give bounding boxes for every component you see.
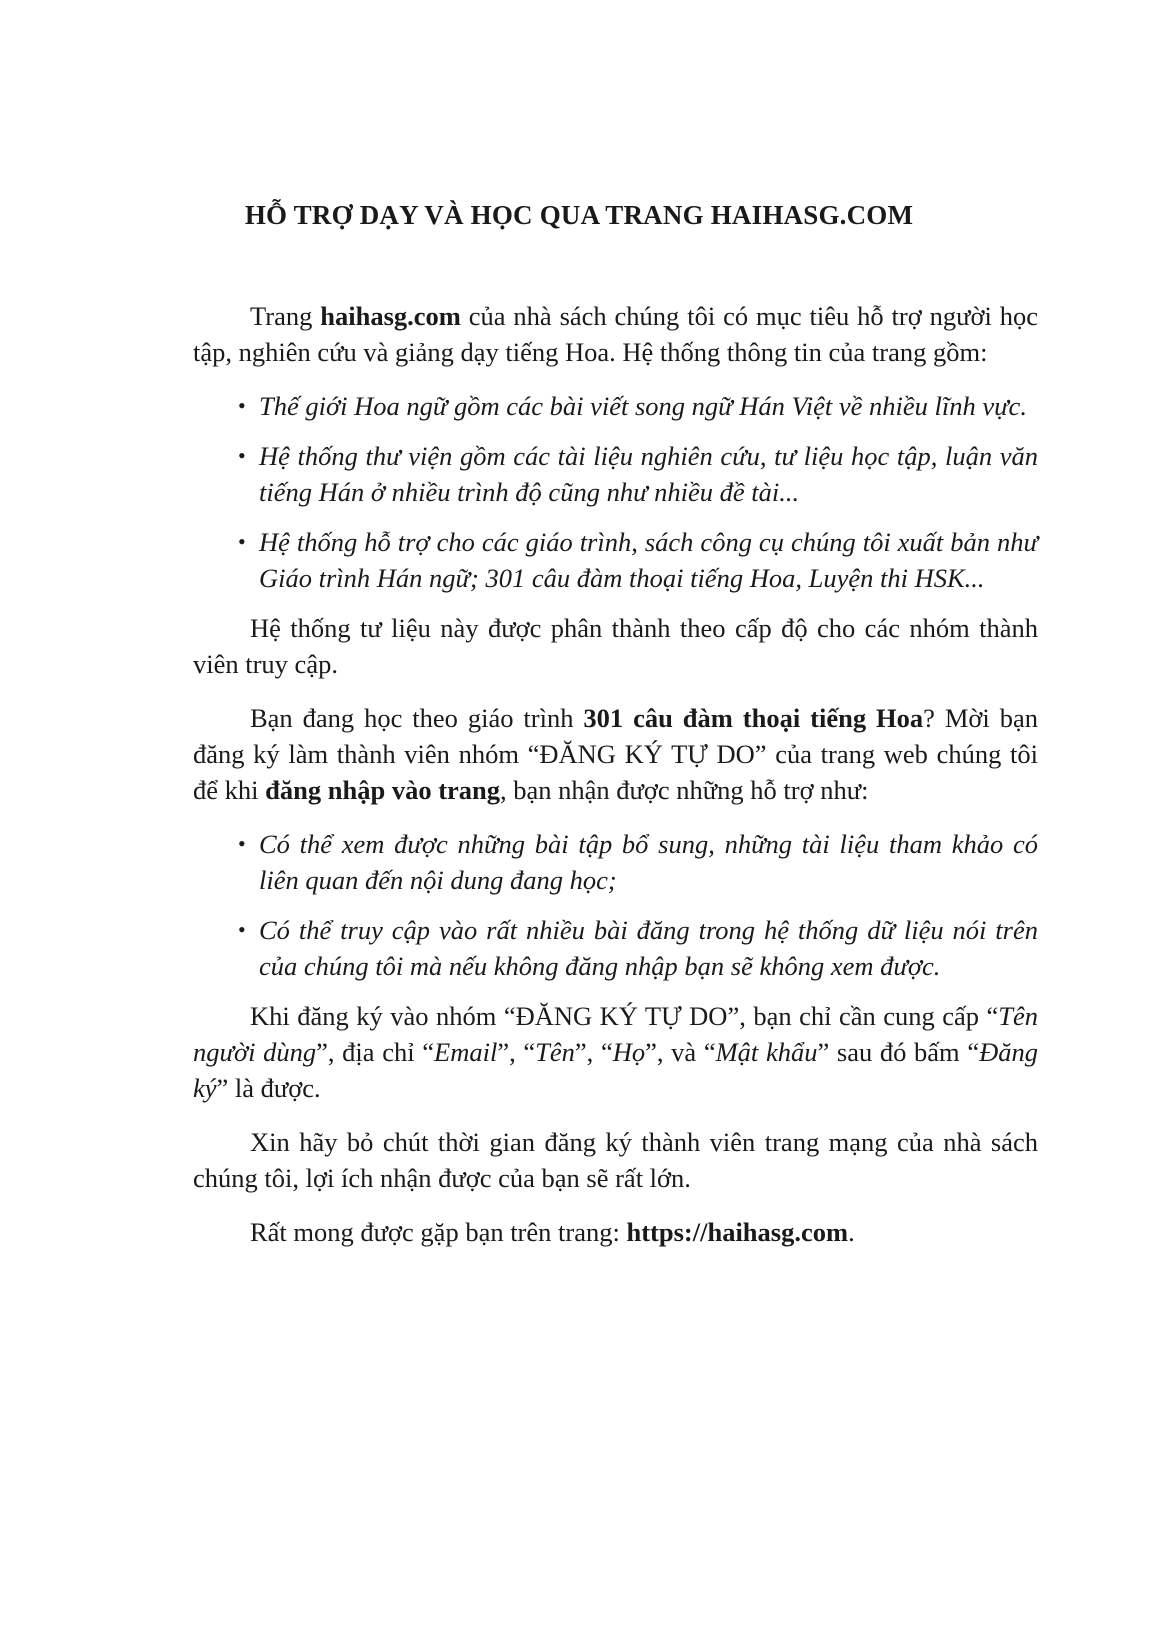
text-span: ”, “	[497, 1037, 536, 1067]
closing-paragraph	[193, 1214, 1038, 1250]
text-span: .	[848, 1217, 855, 1247]
support-list	[193, 826, 1038, 984]
register-label: Đăng ký	[193, 1037, 1038, 1103]
list-item-text: Có thể xem được những bài tập bổ sung, những tài liệu tham khảo có liên quan đến nội dung đang học;	[259, 829, 1038, 895]
field-last-name: Họ	[612, 1037, 646, 1067]
course-name: 301 câu đàm thoại tiếng Hoa	[583, 703, 924, 733]
intro-paragraph	[193, 298, 1038, 370]
course-paragraph	[193, 700, 1038, 808]
list-item	[193, 826, 1038, 898]
list-item-text: Có thể truy cập vào rất nhiều bài đăng trong hệ thống dữ liệu nói trên của chúng tôi mà nếu không đăng nhập bạn sẽ không xem được.	[259, 915, 1038, 981]
benefit-paragraph: Xin hãy bỏ chút thời gian đăng ký thành viên trang mạng của nhà sách chúng tôi, lợi ích nhận được của bạn sẽ rất lớn.	[193, 1127, 1038, 1193]
page-title: HỖ TRỢ DẠY VÀ HỌC QUA TRANG HAIHASG.COM	[244, 200, 914, 230]
text-span: , bạn nhận được những hỗ trợ như:	[500, 775, 869, 805]
text-span: Rất mong được gặp bạn trên trang:	[250, 1217, 627, 1247]
site-name: haihasg.com	[320, 301, 461, 331]
bullet-icon: •	[238, 529, 246, 554]
list-item-text: Hệ thống hỗ trợ cho các giáo trình, sách công cụ chúng tôi xuất bản như Giáo trình Hán ngữ; 301 câu đàm thoại tiếng Hoa, Luyện thi HSK...	[259, 527, 1038, 593]
text-span: Trang	[250, 301, 321, 331]
text-span: Bạn đang học theo giáo trình	[250, 703, 584, 733]
feature-list	[193, 388, 1038, 596]
bullet-icon: •	[238, 917, 246, 942]
registration-paragraph	[193, 998, 1038, 1106]
list-item-text: Thế giới Hoa ngữ gồm các bài viết song ngữ Hán Việt về nhiều lĩnh vực.	[259, 391, 1027, 421]
text-span: ”, “	[574, 1037, 613, 1067]
list-item	[193, 388, 1038, 424]
text-span: của nhà sách chúng tôi có mục tiêu hỗ trợ người học tập, nghiên cứu và giảng dạy tiếng Hoa. Hệ thống thông tin của trang gồm:	[193, 301, 1038, 367]
text-span: ” sau đó bấm “	[817, 1037, 980, 1067]
site-url: https://haihasg.com	[626, 1217, 849, 1247]
bullet-icon: •	[238, 831, 246, 856]
text-span: ”, và “	[645, 1037, 716, 1067]
bullet-icon: •	[238, 393, 246, 418]
field-password: Mật khẩu	[715, 1037, 818, 1067]
field-username: Tên người dùng	[193, 1001, 1038, 1067]
list-item-text: Hệ thống thư viện gồm các tài liệu nghiên cứu, tư liệu học tập, luận văn tiếng Hán ở nhiều trình độ cũng như nhiều đề tài...	[259, 441, 1038, 507]
login-emphasis: đăng nhập vào trang	[265, 775, 501, 805]
field-first-name: Tên	[535, 1037, 575, 1067]
text-span: ? Mời bạn đăng ký làm thành viên nhóm “ĐĂNG KÝ TỰ DO” của trang web chúng tôi để khi	[193, 703, 1038, 805]
list-item	[193, 912, 1038, 984]
text-span: ”, địa chỉ “	[316, 1037, 435, 1067]
body-text	[193, 298, 1038, 1268]
list-item	[193, 438, 1038, 510]
field-email: Email	[434, 1037, 498, 1067]
text-span: Khi đăng ký vào nhóm “ĐĂNG KÝ TỰ DO”, bạn chỉ cần cung cấp “	[250, 1001, 999, 1031]
list-item	[193, 524, 1038, 596]
bullet-icon: •	[238, 443, 246, 468]
access-paragraph: Hệ thống tư liệu này được phân thành theo cấp độ cho các nhóm thành viên truy cập.	[193, 613, 1038, 679]
text-span: ” là được.	[216, 1073, 321, 1103]
